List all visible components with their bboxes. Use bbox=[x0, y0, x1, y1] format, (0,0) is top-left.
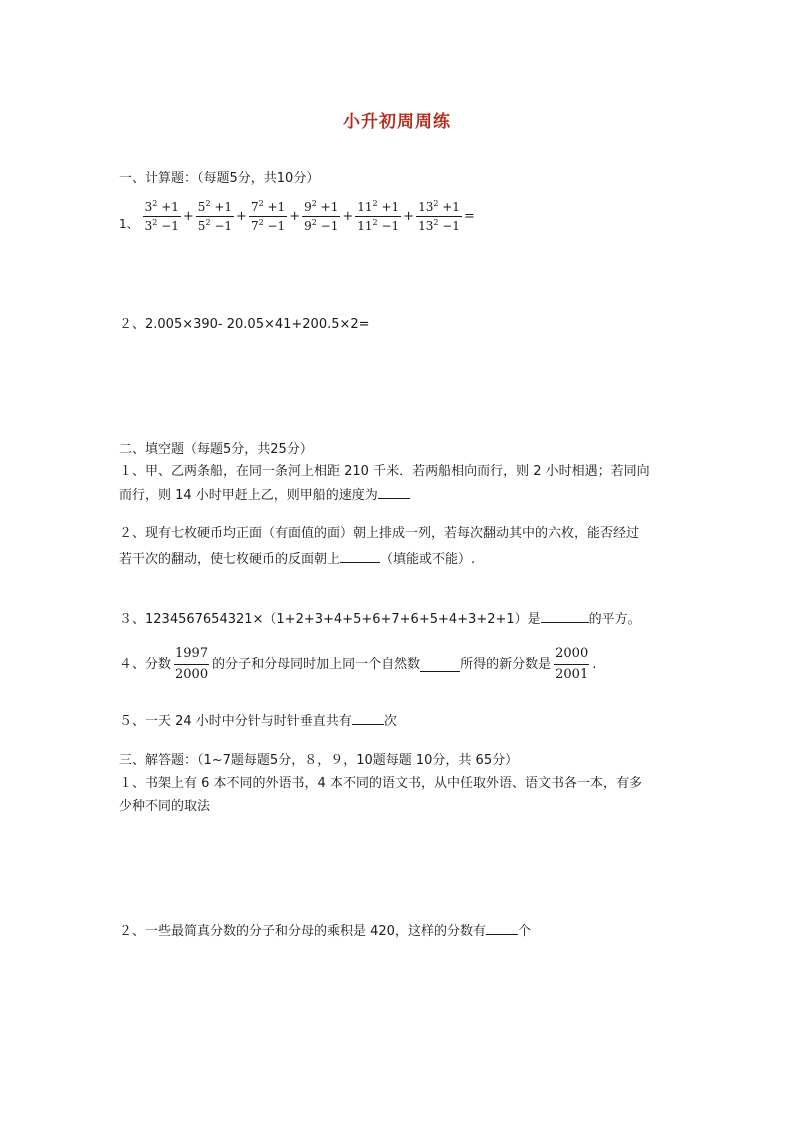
question-2-3 bbox=[119, 608, 641, 629]
question-1-2: ２、2.005×390- 20.05×41+200.5×2= bbox=[119, 317, 370, 332]
plus-sign: + bbox=[289, 209, 301, 224]
question-text: 所得的新分数是 bbox=[460, 656, 552, 672]
fraction-numerator: 2000 bbox=[555, 646, 589, 661]
fraction-denominator: $7^2 -1$ bbox=[250, 218, 286, 233]
question-2-2-line-1: ２、现有七枚硬币均正面（有面值的面）朝上排成一列，若每次翻动其中的六枚，能否经过 bbox=[119, 526, 640, 541]
question-3-1-line-2: 少种不同的取法 bbox=[119, 799, 211, 814]
fraction-denominator: 2000 bbox=[174, 664, 209, 684]
fraction-numerator: $7^2 +1$ bbox=[250, 199, 286, 214]
question-2-2-line-2 bbox=[119, 548, 475, 569]
answer-blank[interactable] bbox=[378, 484, 410, 499]
fraction-denominator: $3^2 -1$ bbox=[144, 218, 179, 233]
section-1-heading: 一、计算题：（每题5分，共10分） bbox=[119, 171, 320, 186]
question-2-5 bbox=[119, 710, 397, 731]
question-text: （填能或不能）. bbox=[380, 552, 476, 567]
fraction-sum bbox=[142, 200, 476, 233]
question-2-1-line-2 bbox=[119, 484, 410, 505]
plus-sign: + bbox=[182, 209, 194, 224]
fraction bbox=[143, 200, 181, 233]
question-text: ５、一天 24 小时中分针与时针垂直共有 bbox=[119, 714, 352, 729]
fraction bbox=[355, 200, 401, 233]
plus-sign: + bbox=[403, 209, 415, 224]
question-text: ４、分数 bbox=[119, 656, 172, 672]
equals-sign: = bbox=[463, 209, 475, 224]
fraction-denominator: $13^2 -1$ bbox=[418, 218, 460, 233]
fraction-denominator: 2001 bbox=[554, 664, 589, 684]
fraction-denominator: $11^2 -1$ bbox=[357, 218, 400, 233]
question-text: 的平方。 bbox=[588, 612, 641, 627]
question-3-2 bbox=[119, 920, 531, 941]
question-text: 个 bbox=[517, 924, 531, 939]
question-1-1-expression bbox=[119, 200, 476, 233]
fraction-1997-2000 bbox=[174, 645, 209, 684]
fraction-numerator: $13^2 +1$ bbox=[418, 199, 460, 214]
fraction bbox=[249, 200, 287, 233]
answer-blank[interactable] bbox=[420, 657, 460, 672]
fraction-numerator: $5^2 +1$ bbox=[197, 199, 233, 214]
section-3-heading: 三、解答题：（1~7题每题5分，８，９，10题每题 10分，共 65分） bbox=[119, 753, 519, 768]
section-2-heading: 二、填空题（每题5分，共25分） bbox=[119, 442, 313, 457]
question-text: 而行，则 14 小时甲赶上乙，则甲船的速度为 bbox=[119, 488, 378, 503]
plus-sign: + bbox=[342, 209, 354, 224]
question-text: . bbox=[592, 656, 597, 672]
question-text: 次 bbox=[383, 714, 397, 729]
question-text: ２、一些最简真分数的分子和分母的乘积是 420，这样的分数有 bbox=[119, 924, 486, 939]
fraction-numerator: $9^2 +1$ bbox=[304, 199, 339, 214]
fraction bbox=[302, 200, 340, 233]
question-text: 的分子和分母同时加上同一个自然数 bbox=[212, 656, 421, 672]
fraction-numerator: $3^2 +1$ bbox=[144, 199, 179, 214]
fraction-numerator: 1997 bbox=[175, 646, 209, 661]
fraction-numerator: $11^2 +1$ bbox=[357, 199, 400, 214]
fraction-denominator: $5^2 -1$ bbox=[197, 218, 233, 233]
plus-sign: + bbox=[236, 209, 247, 224]
page-title: 小升初周周练 bbox=[343, 112, 451, 132]
answer-blank[interactable] bbox=[541, 608, 589, 623]
fraction-2000-2001 bbox=[554, 645, 589, 684]
question-2-1-line-1: １、甲、乙两条船，在同一条河上相距 210 千米．若两船相向而行，则 2 小时相遇；若同向 bbox=[119, 464, 650, 479]
fraction bbox=[416, 200, 462, 233]
answer-blank[interactable] bbox=[352, 710, 384, 725]
question-text: ３、1234567654321×（1+2+3+4+5+6+7+6+5+4+3+2+1）是 bbox=[119, 612, 541, 627]
fraction bbox=[196, 200, 234, 233]
answer-blank[interactable] bbox=[340, 548, 380, 563]
fraction-denominator: $9^2 -1$ bbox=[304, 218, 339, 233]
question-text: 若干次的翻动，使七枚硬币的反面朝上 bbox=[119, 552, 341, 567]
question-2-4 bbox=[119, 645, 596, 684]
answer-blank[interactable] bbox=[486, 920, 518, 935]
question-number: 1、 bbox=[119, 217, 139, 231]
question-3-1-line-1: １、书架上有 6 本不同的外语书，4 本不同的语文书，从中任取外语、语文书各一本，有多 bbox=[119, 776, 642, 791]
